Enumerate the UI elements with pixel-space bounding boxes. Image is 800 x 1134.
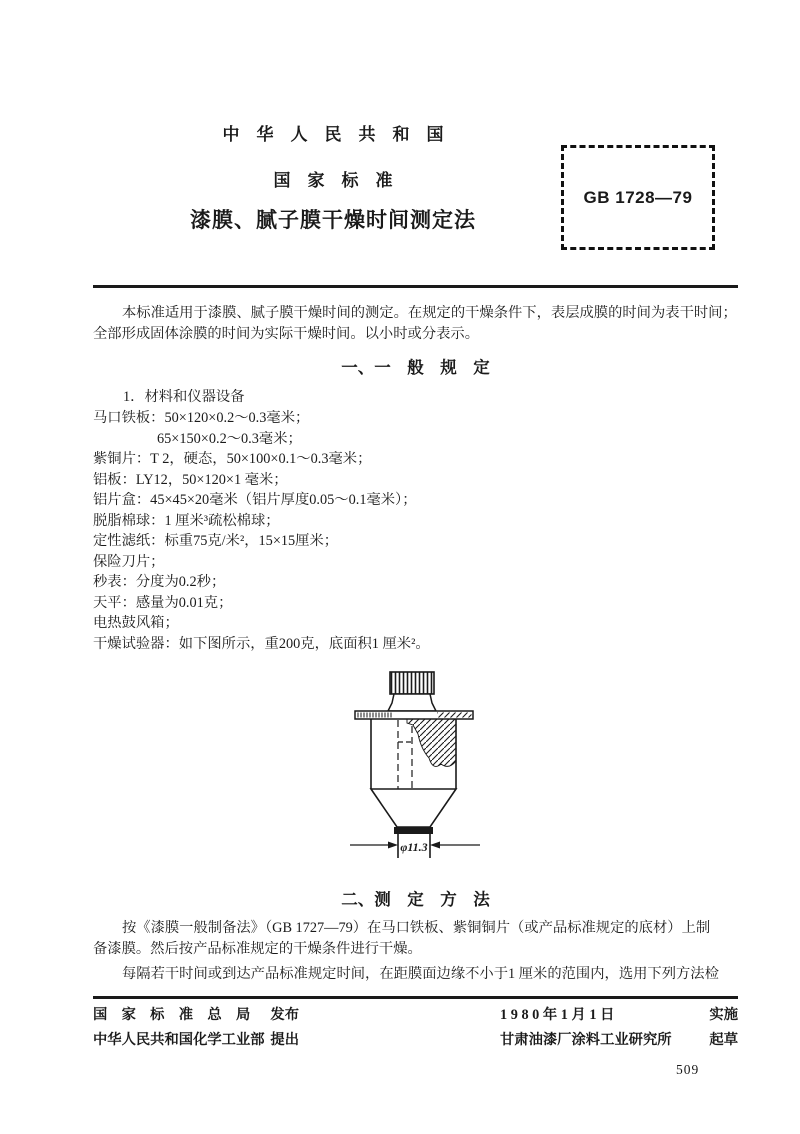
method-paragraph-2 <box>93 964 738 985</box>
footer-issuer-action: 发布 <box>270 1007 299 1023</box>
material-item: 铝片盒：45×45×20毫米（铝片厚度0.05～0.1毫米）； <box>93 492 417 508</box>
material-item: 65×150×0.2～0.3毫米； <box>157 430 302 447</box>
standard-code-box <box>561 145 715 250</box>
section-2-heading: 二、测 定 方 法 <box>341 890 490 909</box>
flange-knurl-left <box>357 713 392 718</box>
footer-proposer-org: 中华人民共和国化学工业部 <box>93 1032 265 1048</box>
header-country: 中 华 人 民 共 和 国 <box>222 125 444 144</box>
dimension-label: φ11.3 <box>400 840 428 854</box>
footer-proposer <box>93 1029 299 1049</box>
footer-drafter-org: 甘肃油漆厂涂料工业研究所 <box>500 1032 672 1048</box>
material-item: 天平：感量为0.01克； <box>93 594 233 611</box>
flange-hatch-right <box>437 713 472 718</box>
text-line: 按《漆膜一般制备法》（GB 1727—79）在马口铁板、紫铜铜片（或产品标准规定的底材）上制 <box>122 920 711 936</box>
footer-drafter-action: 起草 <box>709 1032 738 1048</box>
footer-date: 1 9 8 0 年 1 月 1 日 <box>500 1007 615 1023</box>
page-number: 509 <box>676 1062 700 1077</box>
knob-collar <box>388 694 436 711</box>
footer-drafter <box>500 1029 738 1049</box>
material-item: 定性滤纸：标重75克/米²，15×15厘米； <box>93 533 339 549</box>
intro-paragraph <box>93 303 738 344</box>
material-item: 脱脂棉球：1 厘米³疏松棉球； <box>93 512 280 529</box>
header-divider-rule <box>93 285 738 288</box>
cone-section <box>371 789 456 827</box>
section-1-heading: 一、一 般 规 定 <box>341 358 490 377</box>
materials-list <box>93 408 738 654</box>
text-line: 全部形成固体涂膜的时间为实际干燥时间。以小时或分表示。 <box>93 325 480 342</box>
method-paragraph-1 <box>93 918 738 959</box>
footer-proposer-action: 提出 <box>270 1032 299 1048</box>
footer-row <box>93 1029 738 1049</box>
section-1-subheading: 1．材料和仪器设备 <box>123 389 245 405</box>
footer-date-action: 实施 <box>709 1007 738 1023</box>
foot-band <box>394 827 433 834</box>
footer-implement-date <box>500 1004 738 1024</box>
section-hatch-region <box>407 719 456 766</box>
material-item: 干燥试验器：如下图所示，重200克，底面积1 厘米²。 <box>93 635 430 652</box>
material-item: 铝板：LY12，50×120×1 毫米； <box>93 471 288 488</box>
material-item: 保险刀片； <box>93 553 165 570</box>
footer-divider-rule <box>93 996 738 999</box>
dimension-arrow-left <box>388 842 398 849</box>
text-line: 本标准适用于漆膜、腻子膜干燥时间的测定。在规定的干燥条件下，表层成膜的时间为表干时间； <box>122 305 737 321</box>
knurled-knob <box>390 672 434 694</box>
material-item: 电热鼓风箱； <box>93 615 179 631</box>
document-title: 漆膜、腻子膜干燥时间测定法 <box>190 208 476 232</box>
footer-issuer-org: 国 家 标 准 总 局 <box>93 1007 251 1023</box>
standard-code: GB 1728—79 <box>583 187 693 207</box>
header-doc-type: 国 家 标 准 <box>273 171 393 190</box>
material-item: 秒表：分度为0.2秒； <box>93 574 226 590</box>
material-item: 马口铁板：50×120×0.2～0.3毫米； <box>93 410 310 426</box>
material-item: 紫铜片：T 2，硬态，50×100×0.1～0.3毫米； <box>93 451 372 467</box>
text-line: 每隔若干时间或到达产品标准规定时间，在距膜面边缘不小于1 厘米的范围内，选用下列方法检 <box>122 966 719 982</box>
dimension-arrow-right <box>430 842 440 849</box>
footer-row <box>93 1004 738 1024</box>
footer-issuer <box>93 1004 299 1024</box>
text-line: 备漆膜。然后按产品标准规定的干燥条件进行干燥。 <box>93 940 422 957</box>
drying-tester-diagram <box>330 664 500 868</box>
